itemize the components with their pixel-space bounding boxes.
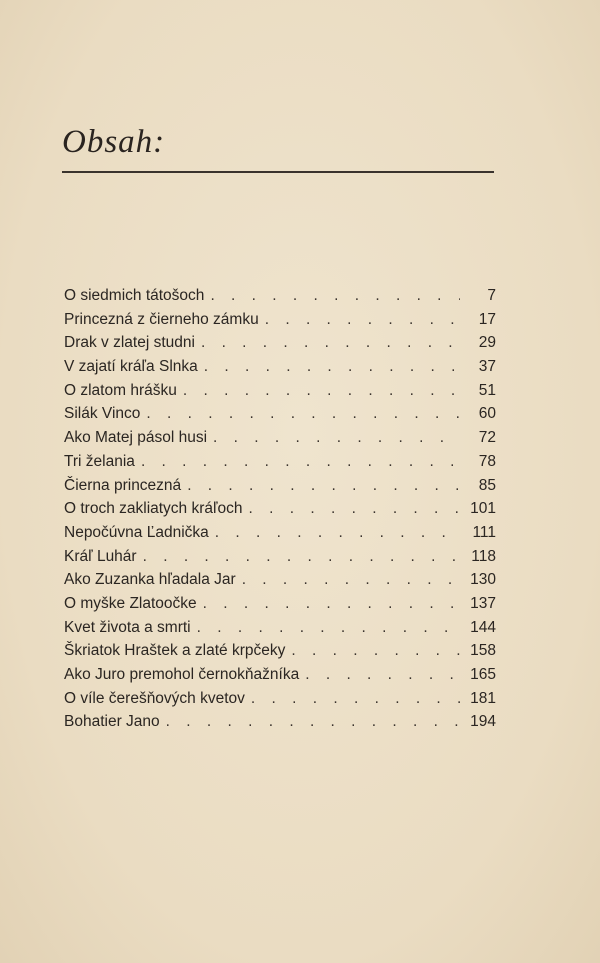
toc-entry-page: 51 bbox=[478, 381, 496, 399]
toc-entry-page: 144 bbox=[470, 618, 496, 636]
heading-underline bbox=[62, 171, 494, 173]
toc-entry-page: 194 bbox=[470, 713, 496, 731]
toc-entry-title: O víle čerešňových kvetov bbox=[64, 689, 245, 707]
toc-entry-title: Silák Vinco bbox=[64, 405, 141, 423]
dot-leader bbox=[291, 639, 460, 663]
dot-leader bbox=[210, 284, 460, 308]
toc-entry-title: Kvet života a smrti bbox=[64, 618, 191, 636]
toc-entry-title: Nepočúvna Ľadnička bbox=[64, 523, 209, 541]
toc-entry-page: 78 bbox=[478, 452, 496, 470]
toc-entry bbox=[64, 308, 496, 332]
toc-entry-page: 130 bbox=[470, 571, 496, 589]
toc-entry-page: 7 bbox=[487, 287, 496, 304]
toc-entry-page: 111 bbox=[472, 523, 496, 541]
toc-entry-title: Princezná z čierneho zámku bbox=[64, 310, 259, 328]
dot-leader bbox=[203, 592, 460, 616]
toc-entry-page: 72 bbox=[478, 429, 496, 447]
dot-leader bbox=[183, 379, 460, 403]
table-of-contents bbox=[64, 284, 496, 734]
dot-leader bbox=[215, 521, 460, 545]
dot-leader bbox=[213, 426, 460, 450]
toc-entry-page: 137 bbox=[470, 594, 496, 612]
toc-entry-title: Škriatok Hraštek a zlaté krpčeky bbox=[64, 642, 286, 660]
toc-entry bbox=[64, 616, 496, 640]
toc-entry bbox=[64, 663, 496, 687]
toc-entry-title: O myške Zlatoočke bbox=[64, 594, 197, 612]
toc-entry bbox=[64, 545, 496, 569]
dot-leader bbox=[141, 450, 460, 474]
toc-entry-page: 85 bbox=[478, 476, 496, 494]
dot-leader bbox=[242, 568, 460, 592]
toc-entry bbox=[64, 568, 496, 592]
toc-entry bbox=[64, 497, 496, 521]
contents-heading: Obsah: bbox=[62, 124, 166, 160]
toc-entry bbox=[64, 710, 496, 734]
toc-entry bbox=[64, 687, 496, 711]
toc-entry-page: 101 bbox=[470, 500, 496, 518]
toc-entry-title: Bohatier Jano bbox=[64, 713, 160, 731]
dot-leader bbox=[166, 710, 460, 734]
dot-leader bbox=[143, 545, 460, 569]
toc-entry-title: Ako Juro premohol černokňažníka bbox=[64, 666, 300, 683]
dot-leader bbox=[201, 331, 460, 355]
toc-entry bbox=[64, 639, 496, 663]
toc-entry-page: 118 bbox=[471, 547, 496, 565]
toc-entry-title: O zlatom hrášku bbox=[64, 381, 177, 399]
toc-entry-title: O troch zakliatych kráľoch bbox=[64, 500, 243, 518]
toc-entry bbox=[64, 355, 496, 379]
toc-entry-title: Drak v zlatej studni bbox=[64, 334, 195, 352]
dot-leader bbox=[251, 687, 460, 711]
toc-entry bbox=[64, 402, 496, 426]
dot-leader bbox=[249, 497, 460, 521]
toc-entry bbox=[64, 450, 496, 474]
toc-entry-title: Kráľ Luhár bbox=[64, 547, 137, 565]
dot-leader bbox=[305, 663, 460, 687]
toc-entry bbox=[64, 379, 496, 403]
toc-entry bbox=[64, 592, 496, 616]
toc-entry-title: Čierna princezná bbox=[64, 476, 182, 494]
toc-entry-title: V zajatí kráľa Slnka bbox=[64, 358, 198, 376]
dot-leader bbox=[204, 355, 460, 379]
dot-leader bbox=[197, 616, 460, 640]
toc-entry-page: 17 bbox=[478, 310, 496, 328]
toc-entry-title: Ako Matej pásol husi bbox=[64, 429, 208, 447]
toc-entry-page: 29 bbox=[478, 334, 496, 352]
dot-leader bbox=[146, 402, 460, 426]
toc-entry bbox=[64, 331, 496, 355]
toc-entry-title: Ako Zuzanka hľadala Jar bbox=[64, 571, 236, 589]
toc-entry bbox=[64, 284, 496, 308]
toc-entry-page: 37 bbox=[478, 358, 496, 376]
dot-leader bbox=[187, 474, 460, 498]
toc-entry bbox=[64, 426, 496, 450]
toc-entry-title: O siedmich tátošoch bbox=[64, 287, 205, 304]
toc-entry bbox=[64, 474, 496, 498]
toc-entry bbox=[64, 521, 496, 545]
toc-entry-page: 165 bbox=[470, 666, 496, 683]
dot-leader bbox=[265, 308, 460, 332]
toc-entry-title: Tri želania bbox=[64, 452, 135, 470]
toc-entry-page: 158 bbox=[470, 642, 496, 660]
toc-entry-page: 60 bbox=[478, 405, 496, 423]
toc-entry-page: 181 bbox=[470, 689, 496, 707]
